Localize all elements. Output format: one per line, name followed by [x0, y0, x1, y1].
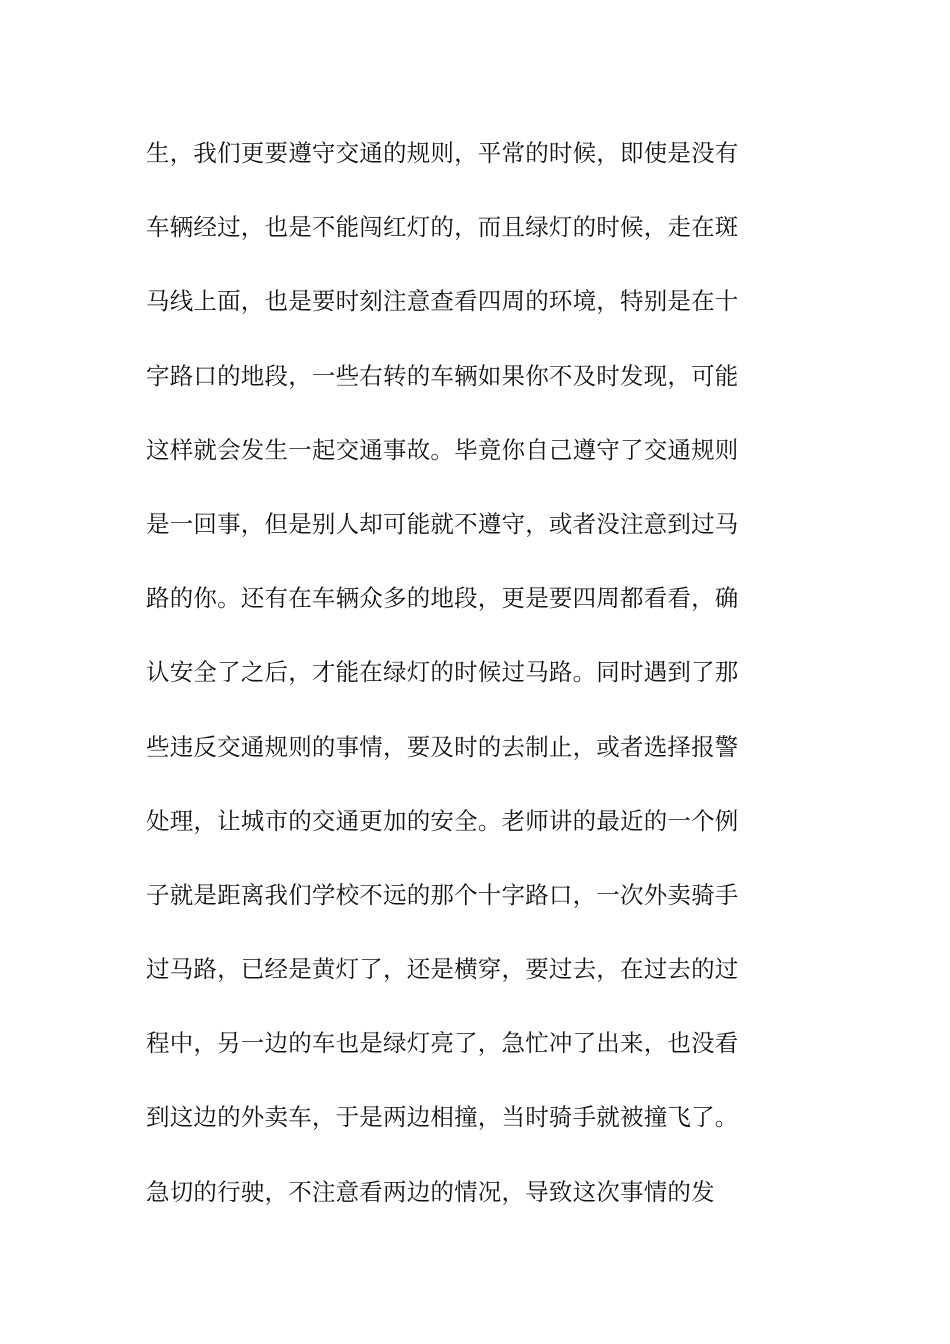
text-line: 车辆经过，也是不能闯红灯的，而且绿灯的时候，走在斑 [146, 213, 739, 242]
text-line: 过马路，已经是黄灯了，还是横穿，要过去，在过去的过 [146, 955, 739, 984]
text-line: 到这边的外卖车，于是两边相撞，当时骑手就被撞飞了。 [146, 1103, 739, 1132]
text-line: 些违反交通规则的事情，要及时的去制止，或者选择报警 [146, 732, 739, 761]
text-line: 字路口的地段，一些右转的车辆如果你不及时发现，可能 [146, 361, 739, 390]
text-line: 生，我们更要遵守交通的规则，平常的时候，即使是没有 [146, 139, 739, 167]
text-line: 这样就会发生一起交通事故。毕竟你自己遵守了交通规则 [146, 435, 739, 464]
text-line: 急切的行驶，不注意看两边的情况，导致这次事情的发 [146, 1177, 715, 1206]
text-line: 子就是距离我们学校不远的那个十字路口，一次外卖骑手 [146, 880, 739, 909]
body-text [146, 116, 806, 1229]
text-line: 认安全了之后，才能在绿灯的时候过马路。同时遇到了那 [146, 658, 739, 687]
text-line: 处理，让城市的交通更加的安全。老师讲的最近的一个例 [146, 806, 739, 835]
text-line: 是一回事，但是别人却可能就不遵守，或者没注意到过马 [146, 509, 739, 538]
text-line: 马线上面，也是要时刻注意查看四周的环境，特别是在十 [146, 287, 739, 316]
text-line: 程中，另一边的车也是绿灯亮了，急忙冲了出来，也没看 [146, 1029, 739, 1058]
text-line: 路的你。还有在车辆众多的地段，更是要四周都看看，确 [146, 584, 739, 613]
